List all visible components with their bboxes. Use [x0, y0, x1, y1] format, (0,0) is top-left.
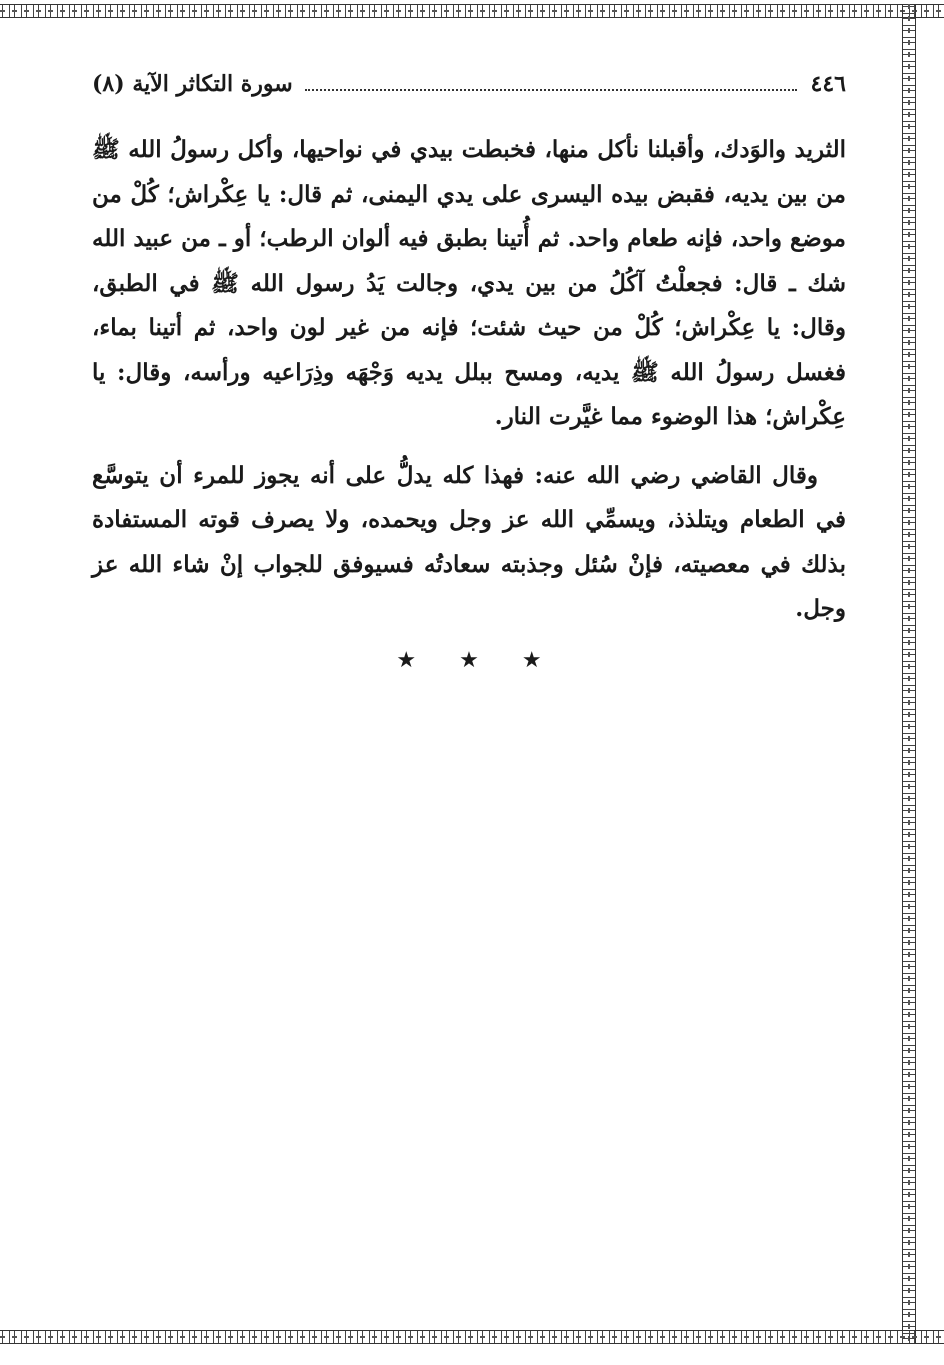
decorative-border-bottom: [0, 1330, 944, 1344]
running-title: سورة التكاثر الآية (٨): [92, 71, 293, 97]
page-number: ٤٤٦: [810, 71, 846, 97]
header-leader-dots: [305, 89, 797, 91]
page-header: [92, 60, 846, 108]
book-page: [92, 60, 846, 673]
page-body: [92, 128, 846, 632]
paragraph: وقال القاضي رضي الله عنه: فهذا كله يدلُّ على أنه يجوز للمرء أن يتوسَّع في الطعام ويتلذذ، ويسمِّي الله عز وجل ويحمده، ولا يصرف قوته المستفادة بذلك في معصيته، فإنْ سُئل وجذبته سعادتُه فسيوفق للجواب إنْ شاء الله عز وجل.: [92, 461, 846, 622]
paragraph: الثريد والوَدك، وأقبلنا نأكل منها، فخبطت بيدي في نواحيها، وأكل رسولُ الله ﷺ من بين يديه، فقبض بيده اليسرى على يدي اليمنى، ثم قال: يا عِكْراش؛ كُلْ من موضع واحد، فإنه طعام واحد. ثم أُتينا بطبق فيه ألوان الرطب؛ أو ـ من عبيد الله شك ـ قال: فجعلْتُ آكُلُ من بين يدي، وجالت يَدُ رسول الله ﷺ في الطبق، وقال: يا عِكْراش؛ كُلْ من حيث شئت؛ فإنه من غير لون واحد، ثم أتينا بماء، فغسل رسولُ الله ﷺ يديه، ومسح ببلل يديه وَجْهَه وذِرَاعيه ورأسه، وقال: يا عِكْراش؛ هذا الوضوء مما غيَّرت النار.: [92, 136, 846, 430]
decorative-border-top: [0, 4, 944, 18]
decorative-border-right: [902, 4, 916, 1344]
section-separator-stars: ★ ★ ★: [396, 647, 560, 673]
